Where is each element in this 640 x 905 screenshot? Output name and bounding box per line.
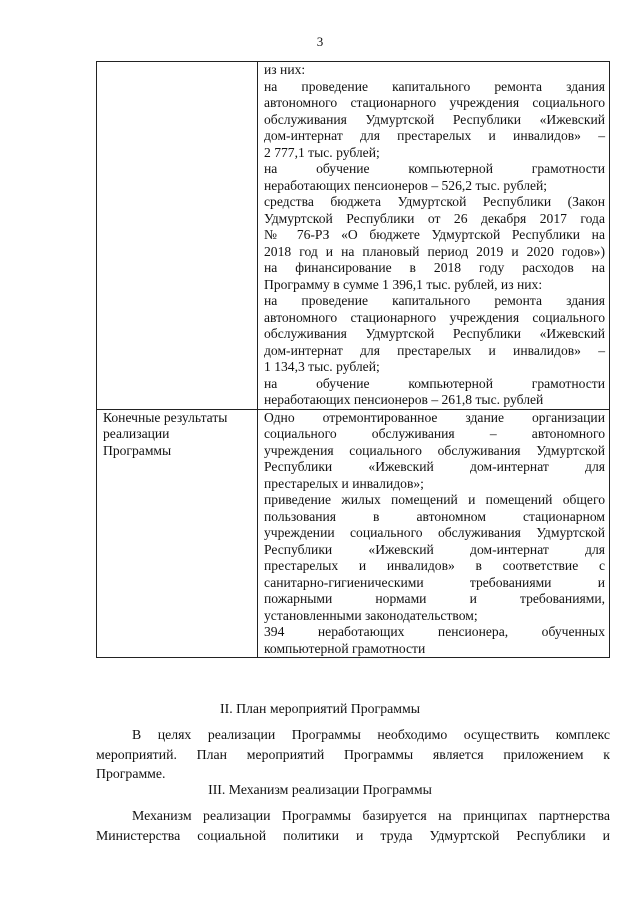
text-line: на финансирование в 2018 году расходов на xyxy=(264,260,605,275)
text-line: установленными законодательством; xyxy=(264,607,478,623)
table-row-results xyxy=(97,409,610,658)
text-line: Программу в сумме 1 396,1 тыс. рублей, из них: xyxy=(264,276,543,292)
paragraph-mechanism xyxy=(96,806,610,845)
text-line: пользования в автономном стационарном xyxy=(264,508,605,524)
text-line: из них: xyxy=(264,62,306,77)
paragraph-plan xyxy=(96,725,610,784)
paragraph-line: Механизм реализации Программы базируется на принципах партнерства xyxy=(132,808,610,823)
row-label-final-results xyxy=(97,409,258,658)
text-line: неработающих пенсионеров – 261,8 тыс. рублей xyxy=(264,392,544,407)
text-line: престарелых и инвалидов» в соответствие с xyxy=(264,558,605,573)
text-line: Одно отремонтированное здание организации xyxy=(264,409,605,425)
label-line: Конечные результаты xyxy=(103,409,228,425)
text-line: приведение жилых помещений и помещений общего xyxy=(264,492,605,507)
final-results-cell xyxy=(258,409,610,658)
text-line: дом-интернат для престарелых и инвалидов» – xyxy=(264,128,605,143)
text-line: на проведение капитального ремонта здания xyxy=(264,293,605,308)
text-line: № 76-РЗ «О бюджете Удмуртской Республики на xyxy=(264,227,605,242)
text-line: автономного стационарного учреждения социального xyxy=(264,95,605,110)
text-line: обслуживания Удмуртской Республики «Ижевский xyxy=(264,111,605,127)
text-line: на обучение компьютерной грамотности xyxy=(264,375,605,391)
text-line: на обучение компьютерной грамотности xyxy=(264,161,605,176)
text-line: социального обслуживания – автономного xyxy=(264,426,605,441)
program-passport-table xyxy=(96,61,610,658)
text-line: Удмуртской Республики от 26 декабря 2017 года xyxy=(264,210,605,226)
section-heading-mechanism: III. Механизм реализации Программы xyxy=(208,782,432,797)
text-line: автономного стационарного учреждения социального xyxy=(264,309,605,325)
label-line: реализации xyxy=(103,426,170,441)
text-line: обслуживания Удмуртской Республики «Ижевский xyxy=(264,326,605,341)
paragraph-line: В целях реализации Программы необходимо осуществить комплекс xyxy=(132,727,610,742)
section-heading-plan: II. План мероприятий Программы xyxy=(220,701,420,716)
page-number: 3 xyxy=(316,34,324,49)
paragraph-line: Программе. xyxy=(96,766,166,781)
text-line: учреждения социального обслуживания Удмуртской xyxy=(264,442,605,458)
text-line: Республики «Ижевский дом-интернат для xyxy=(264,459,605,474)
text-line: 2018 год и на плановый период 2019 и 2020 годов») xyxy=(264,243,605,259)
text-line: неработающих пенсионеров – 526,2 тыс. рублей; xyxy=(264,177,548,193)
text-line: санитарно-гигиеническими требованиями и xyxy=(264,574,605,590)
text-line: на проведение капитального ремонта здания xyxy=(264,78,605,94)
paragraph-line: Министерства социальной политики и труда Удмуртской Республики и xyxy=(96,827,610,843)
text-line: учреждении социального обслуживания Удмуртской xyxy=(264,525,605,540)
text-line: 1 134,3 тыс. рублей; xyxy=(264,359,380,374)
text-line: 394 неработающих пенсионера, обученных xyxy=(264,624,605,639)
text-line: Республики «Ижевский дом-интернат для xyxy=(264,541,605,557)
text-line: пожарными нормами и требованиями, xyxy=(264,591,605,606)
text-line: компьютерной грамотности xyxy=(264,640,426,656)
text-line: 2 777,1 тыс. рублей; xyxy=(264,144,380,160)
funding-details-cell xyxy=(258,62,610,410)
row-label-empty xyxy=(97,62,258,410)
text-line: дом-интернат для престарелых и инвалидов» – xyxy=(264,342,605,358)
paragraph-line: мероприятий. План мероприятий Программы является приложением к xyxy=(96,746,610,762)
label-line: Программы xyxy=(103,442,172,458)
text-line: престарелых и инвалидов»; xyxy=(264,475,424,491)
text-line: средства бюджета Удмуртской Республики (Закон xyxy=(264,194,605,209)
table-row-funding xyxy=(97,62,610,410)
